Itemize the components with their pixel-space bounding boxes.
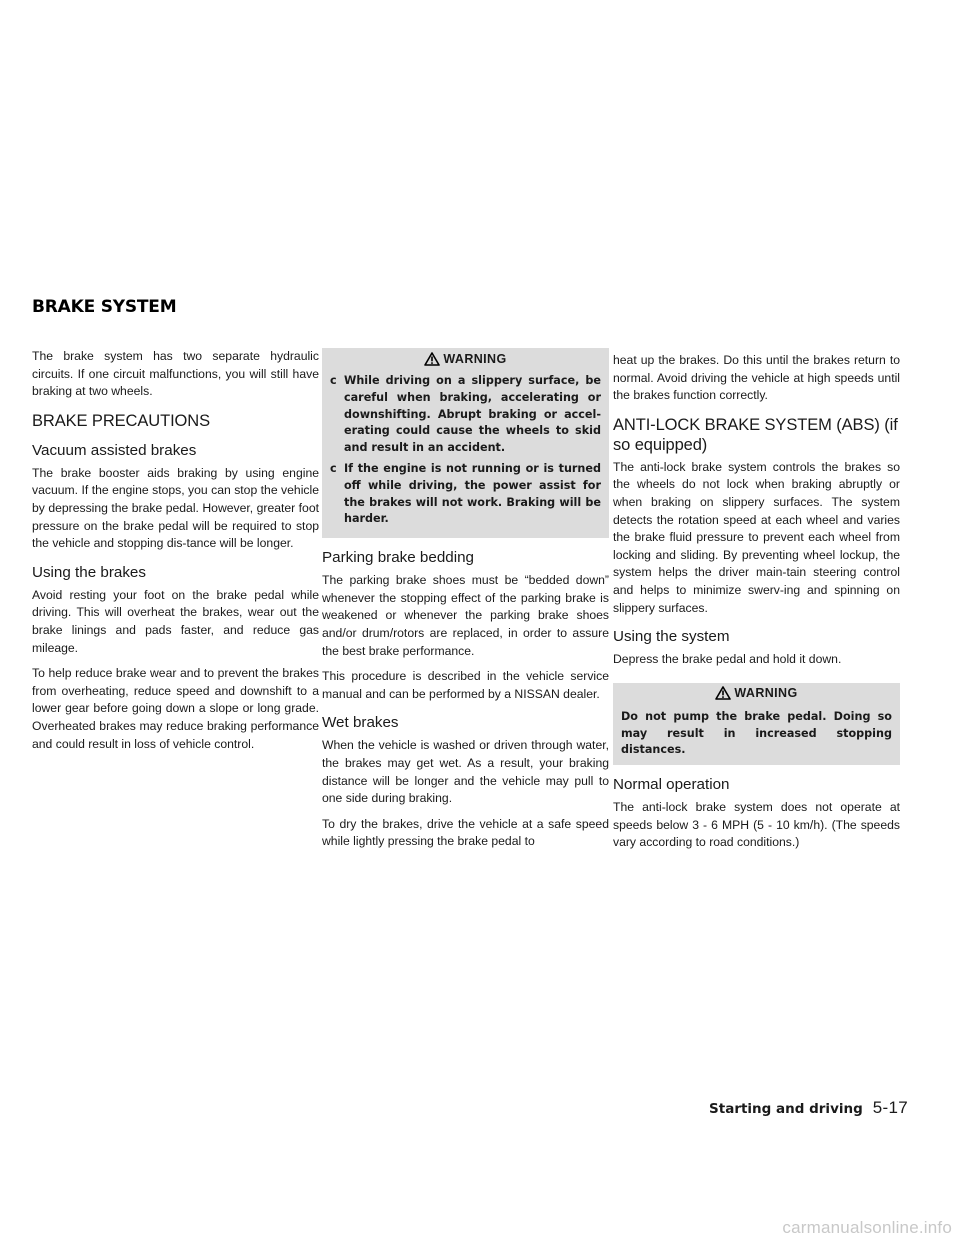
heading-normal-operation: Normal operation [613, 776, 730, 794]
page-footer [709, 1098, 908, 1118]
warning-list-item: c If the engine is not running or is turned off while driving, the power assist for the brakes will not work. Braking will be harder. [330, 461, 601, 528]
paragraph-using-2: To help reduce brake wear and to prevent the brakes from overheating, reduce speed and downshift to a lower gear before going down a slope or long grade. Overheated brakes may reduce braking performance and could result in loss of vehicle control. [32, 666, 319, 751]
page-number: 5-17 [872, 1098, 908, 1117]
warning-box-abs [613, 683, 900, 765]
warning-list [322, 373, 609, 528]
paragraph-continued: heat up the brakes. Do this until the brakes return to normal. Avoid driving the vehicle at high speeds until the brakes function correctly. [613, 353, 900, 403]
heading-using-the-system: Using the system [613, 628, 730, 646]
paragraph-bedding-2: This procedure is described in the vehicle service manual and can be performed by a NISSAN dealer. [322, 669, 609, 701]
heading-vacuum-assisted-brakes: Vacuum assisted brakes [32, 441, 197, 459]
column-middle [322, 348, 609, 859]
paragraph-wet-2: To dry the brakes, drive the vehicle at a safe speed while lightly pressing the brake pedal to [322, 816, 609, 849]
bullet-icon: c [330, 461, 337, 475]
warning-list-item: c While driving on a slippery surface, be careful when braking, accelerating or downshifting. Abrupt braking or accel-erating could cause the wheels to skid and result in an accident. [330, 373, 601, 457]
heading-using-the-brakes: Using the brakes [32, 563, 146, 581]
warning-triangle-icon [715, 686, 731, 700]
warning-label: WARNING [734, 686, 798, 701]
warning-text: Do not pump the brake pedal. Doing so may result in increased stopping distances. [621, 709, 892, 757]
intro-paragraph: The brake system has two separate hydraulic circuits. If one circuit malfunctions, you will still have braking at two wheels. [32, 349, 319, 399]
paragraph-using-1: Avoid resting your foot on the brake pedal while driving. This will overheat the brakes, wear out the brake linings and pads faster, and reduce gas mileage. [32, 587, 319, 655]
paragraph-abs: The anti-lock brake system controls the brakes so the wheels do not lock when braking abruptly or when braking on slippery surfaces. The system detects the rotation speed at each wheel and varies the brake fluid pressure to prevent each wheel from locking and sliding. By preventing wheel lockup, the system helps the driver main-tain steering control and helps to minimize swerv-ing and spinning on slippery surfaces. [613, 459, 900, 615]
warning-header [613, 683, 900, 704]
warning-header [322, 348, 609, 369]
heading-parking-brake-bedding: Parking brake bedding [322, 549, 474, 567]
bullet-icon: c [330, 374, 337, 387]
paragraph-using-system: Depress the brake pedal and hold it down. [613, 652, 842, 667]
warning-box-brakes [322, 348, 609, 538]
column-left [32, 348, 319, 761]
paragraph-bedding-1: The parking brake shoes must be “bedded down” whenever the stopping effect of the parking brake is weakened or whenever the parking brake shoes and/or drum/rotors are replaced, in order to assure the best brake performance. [322, 573, 609, 658]
warning-triangle-icon [424, 352, 440, 366]
paragraph-vacuum: The brake booster aids braking by using engine vacuum. If the engine stops, you can stop the vehicle by depressing the brake pedal. However, greater foot pressure on the brake pedal will be required to stop the vehicle and stopping dis-tance will be longer. [32, 465, 319, 551]
section-title: BRAKE SYSTEM [32, 297, 177, 317]
paragraph-normal-operation: The anti-lock brake system does not operate at speeds below 3 - 6 MPH (5 - 10 km/h). (The speeds vary according to road conditions.) [613, 800, 900, 850]
heading-abs: ANTI-LOCK BRAKE SYSTEM (ABS) (if so equipped) [613, 415, 898, 454]
heading-brake-precautions: BRAKE PRECAUTIONS [32, 411, 211, 430]
column-right [613, 352, 900, 860]
paragraph-wet-1: When the vehicle is washed or driven through water, the brakes may get wet. As a result, your braking distance will be longer and the vehicle may pull to one side during braking. [322, 738, 609, 806]
warning-label: WARNING [443, 351, 507, 366]
chapter-name: Starting and driving [709, 1101, 863, 1117]
watermark: carmanualsonline.info [782, 1218, 952, 1237]
heading-wet-brakes: Wet brakes [322, 714, 399, 732]
